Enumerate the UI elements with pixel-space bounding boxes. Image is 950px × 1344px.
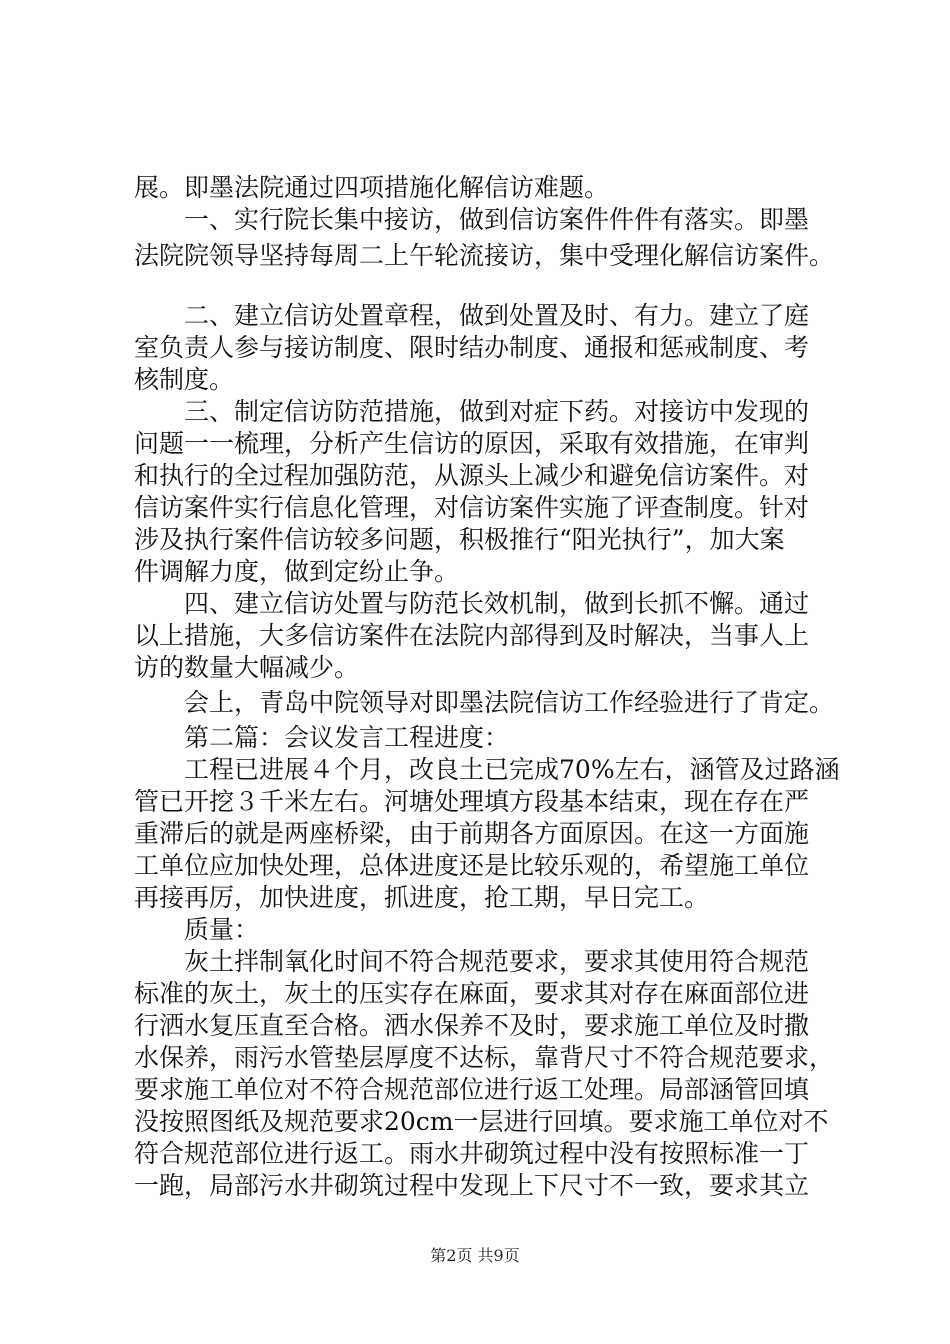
- page-footer: 第2页 共9页: [430, 1246, 520, 1265]
- text-line: 水保养，雨污水管垫层厚度不达标，靠背尺寸不符合规范要求，: [134, 1043, 835, 1072]
- text-line: 三、制定信访防范措施，做到对症下药。对接访中发现的: [134, 397, 810, 426]
- text-line: 和执行的全过程加强防范，从源头上减少和避免信访案件。对: [134, 461, 810, 490]
- text-line: 工单位应加快处理，总体进度还是比较乐观的，希望施工单位: [134, 851, 810, 880]
- text-line: 灰土拌制氧化时间不符合规范要求，要求其使用符合规范: [134, 947, 810, 976]
- text-line: 涉及执行案件信访较多问题，积极推行“阳光执行”，加大案: [134, 525, 785, 554]
- text-line: 一、实行院长集中接访，做到信访案件件件有落实。即墨: [134, 205, 810, 234]
- text-line: 信访案件实行信息化管理，对信访案件实施了评查制度。针对: [134, 493, 810, 522]
- text-line: 质量：: [134, 915, 260, 944]
- text-line: 法院院领导坚持每周二上午轮流接访，集中受理化解信访案件。: [134, 241, 835, 270]
- text-line: 重滞后的就是两座桥梁，由于前期各方面原因。在这一方面施: [134, 819, 810, 848]
- text-line: 管已开挖３千米左右。河塘处理填方段基本结束，现在存在严: [134, 787, 810, 816]
- text-line: 工程已进展４个月，改良土已完成70%左右，涵管及过路涵: [134, 755, 840, 784]
- text-line: 行洒水复压直至合格。洒水保养不及时，要求施工单位及时撒: [134, 1011, 810, 1040]
- text-line: 以上措施，大多信访案件在法院内部得到及时解决，当事人上: [134, 621, 810, 650]
- text-line: 要求施工单位对不符合规范部位进行返工处理。局部涵管回填: [134, 1075, 810, 1104]
- text-line: 第二篇：会议发言工程进度：: [134, 723, 510, 752]
- text-line: 室负责人参与接访制度、限时结办制度、通报和惩戒制度、考: [134, 333, 810, 362]
- text-line: 标准的灰土，灰土的压实存在麻面，要求其对存在麻面部位进: [134, 979, 810, 1008]
- text-line: 核制度。: [134, 365, 235, 394]
- text-line: 展。即墨法院通过四项措施化解信访难题。: [134, 173, 610, 202]
- text-line: 访的数量大幅减少。: [134, 653, 360, 682]
- text-line: 符合规范部位进行返工。雨水井砌筑过程中没有按照标准一丁: [134, 1139, 810, 1168]
- text-line: 再接再厉，加快进度，抓进度，抢工期，早日完工。: [134, 883, 710, 912]
- text-line: 会上，青岛中院领导对即墨法院信访工作经验进行了肯定。: [134, 688, 835, 717]
- text-line: 四、建立信访处置与防范长效机制，做到长抓不懈。通过: [134, 589, 810, 618]
- text-line: 没按照图纸及规范要求20cm一层进行回填。要求施工单位对不: [134, 1107, 829, 1136]
- text-line: 一跑，局部污水井砌筑过程中发现上下尺寸不一致，要求其立: [134, 1171, 810, 1200]
- text-line: 件调解力度，做到定纷止争。: [134, 557, 460, 586]
- text-line: 二、建立信访处置章程，做到处置及时、有力。建立了庭: [134, 301, 810, 330]
- text-line: 问题一一梳理，分析产生信访的原因，采取有效措施，在审判: [134, 429, 810, 458]
